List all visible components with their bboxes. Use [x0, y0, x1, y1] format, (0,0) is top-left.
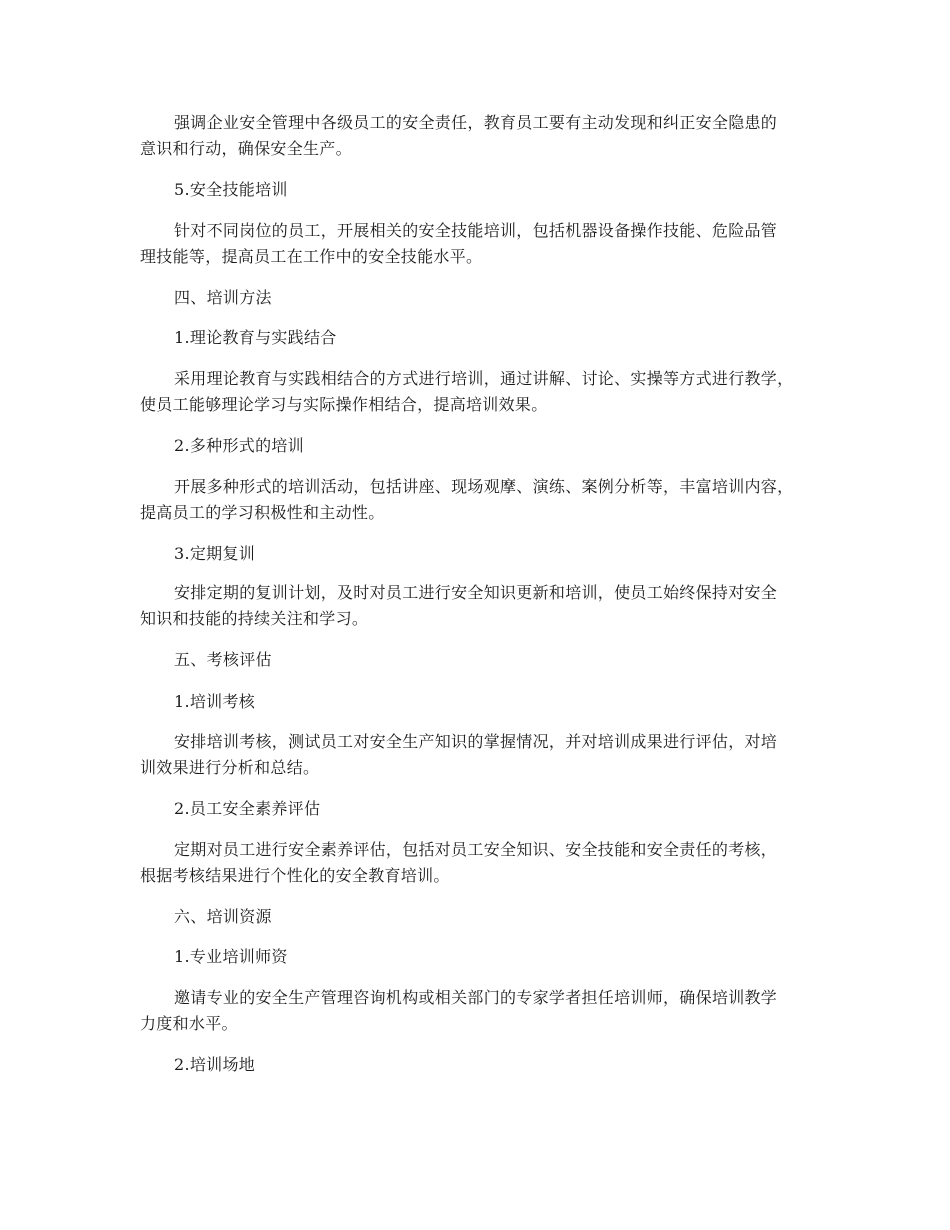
- paragraph: [140, 729, 820, 781]
- paragraph-line: 力度和水平。: [140, 1014, 238, 1033]
- paragraph-line: 知识和技能的持续关注和学习。: [140, 609, 369, 628]
- heading-text: 3.定期复训: [174, 544, 256, 563]
- paragraph-line: 开展多种形式的培训活动，包括讲座、现场观摩、演练、案例分析等，丰富培训内容，: [174, 477, 794, 496]
- paragraph: [140, 580, 820, 632]
- section-heading: [174, 796, 854, 822]
- section-heading: [174, 944, 854, 970]
- heading-text: 四、培训方法: [174, 288, 272, 307]
- paragraph-line: 采用理论教育与实践相结合的方式进行培训，通过讲解、讨论、实操等方式进行教学，: [174, 369, 794, 388]
- paragraph-line: 意识和行动，确保安全生产。: [140, 139, 352, 158]
- paragraph-line: 根据考核结果进行个性化的安全教育培训。: [140, 866, 450, 885]
- paragraph: [140, 366, 820, 418]
- heading-text: 五、考核评估: [174, 650, 272, 669]
- section-heading: [174, 904, 854, 930]
- section-heading: [174, 1052, 854, 1078]
- heading-text: 1.培训考核: [174, 692, 256, 711]
- paragraph-line: 安排定期的复训计划，及时对员工进行安全知识更新和培训，使员工始终保持对安全: [174, 583, 778, 602]
- paragraph-line: 训效果进行分析和总结。: [140, 758, 320, 777]
- paragraph-line: 定期对员工进行安全素养评估，包括对员工安全知识、安全技能和安全责任的考核，: [174, 840, 778, 859]
- paragraph: [140, 110, 820, 162]
- paragraph-line: 使员工能够理论学习与实际操作相结合，提高培训效果。: [140, 395, 548, 414]
- paragraph-line: 理技能等，提高员工在工作中的安全技能水平。: [140, 247, 483, 266]
- section-heading: [174, 647, 854, 673]
- paragraph-line: 安排培训考核，测试员工对安全生产知识的掌握情况，并对培训成果进行评估，对培: [174, 732, 778, 751]
- heading-text: 2.培训场地: [174, 1055, 256, 1074]
- paragraph: [140, 474, 820, 526]
- heading-text: 2.员工安全素养评估: [174, 799, 321, 818]
- section-heading: [174, 325, 854, 351]
- section-heading: [174, 541, 854, 567]
- heading-text: 1.专业培训师资: [174, 947, 288, 966]
- section-heading: [174, 433, 854, 459]
- heading-text: 5.安全技能培训: [174, 180, 288, 199]
- paragraph: [140, 985, 820, 1037]
- heading-text: 2.多种形式的培训: [174, 436, 304, 455]
- paragraph-line: 提高员工的学习积极性和主动性。: [140, 503, 385, 522]
- paragraph-line: 强调企业安全管理中各级员工的安全责任，教育员工要有主动发现和纠正安全隐患的: [174, 113, 778, 132]
- section-heading: [174, 689, 854, 715]
- paragraph: [140, 218, 820, 270]
- paragraph: [140, 837, 820, 889]
- paragraph-line: 邀请专业的安全生产管理咨询机构或相关部门的专家学者担任培训师，确保培训教学: [174, 988, 778, 1007]
- paragraph-line: 针对不同岗位的员工，开展相关的安全技能培训，包括机器设备操作技能、危险品管: [174, 221, 778, 240]
- section-heading: [174, 285, 854, 311]
- heading-text: 1.理论教育与实践结合: [174, 328, 337, 347]
- heading-text: 六、培训资源: [174, 907, 272, 926]
- section-heading: [174, 177, 854, 203]
